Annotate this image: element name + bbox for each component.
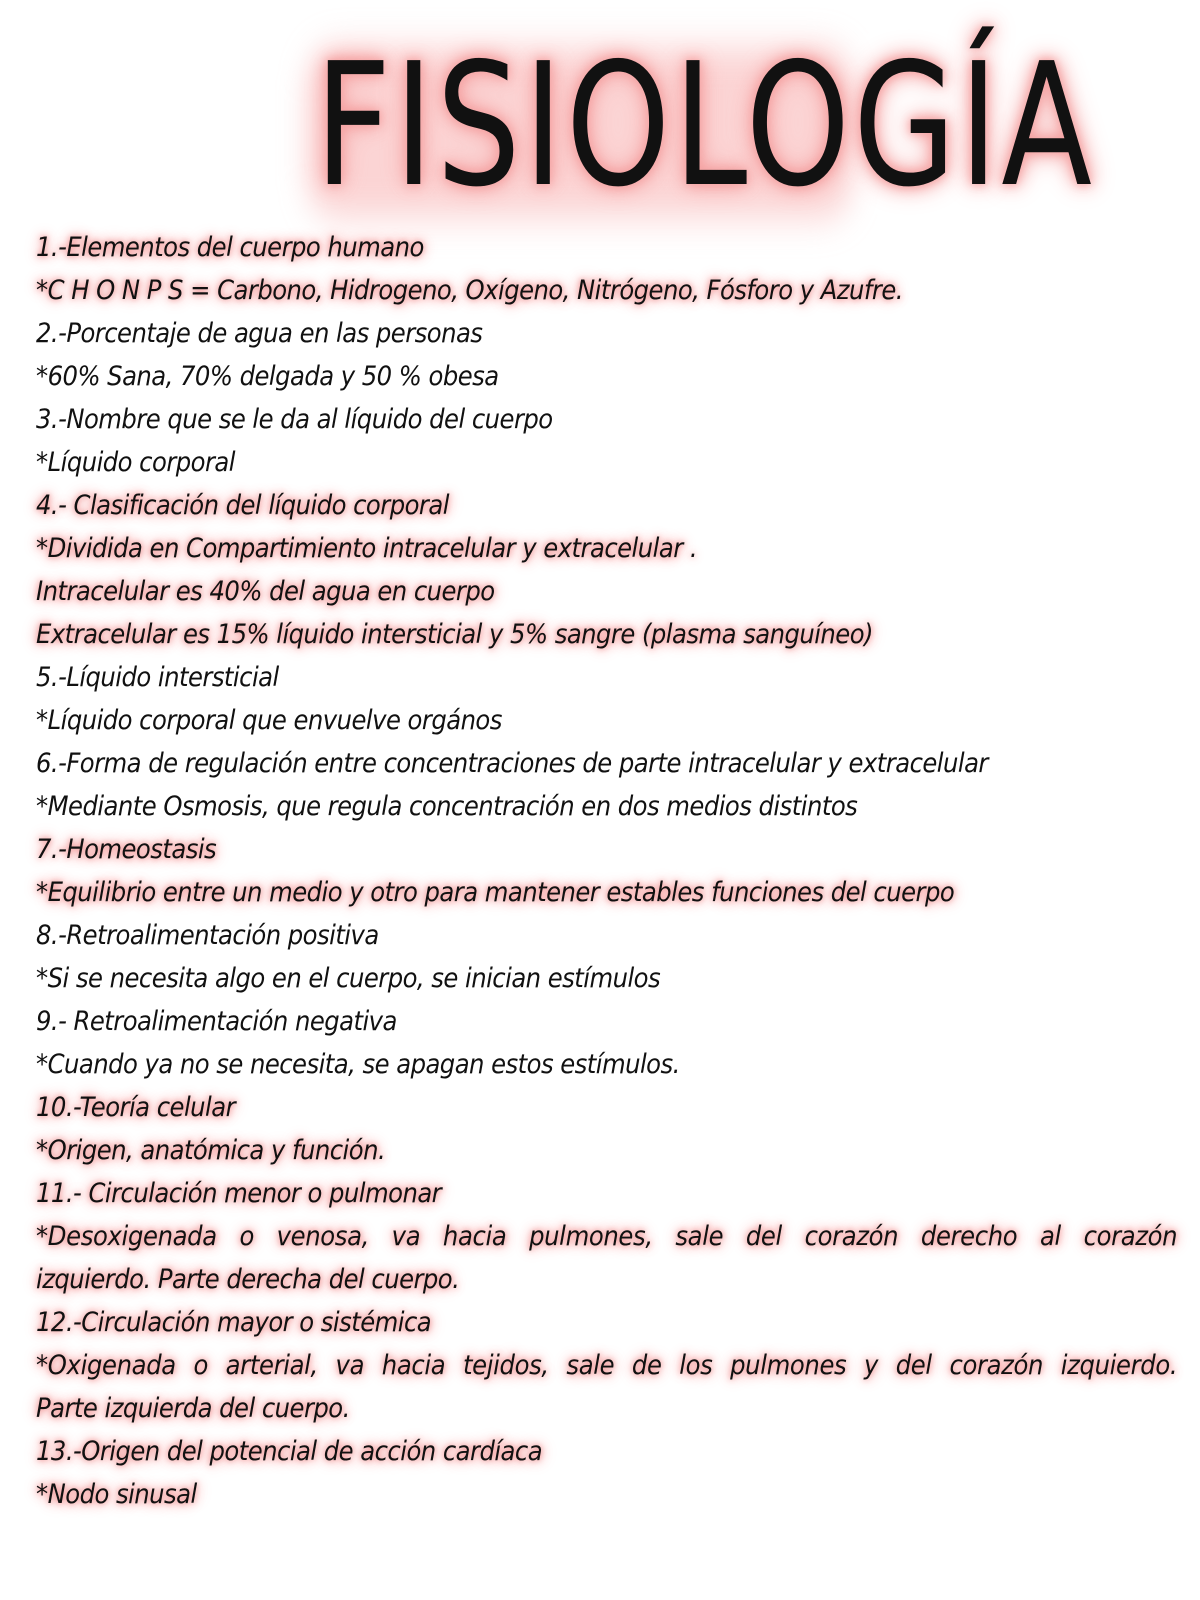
text-line: 3.-Nombre que se le da al líquido del cuerpo [36,404,553,435]
text-line: 5.-Líquido intersticial [36,662,279,693]
text-line: *Líquido corporal que envuelve orgános [36,705,502,736]
text-line: *Dividida en Compartimiento intracelular y extracelular . [36,533,698,564]
text-line: Intracelular es 40% del agua en cuerpo [36,576,495,607]
text-line: 9.- Retroalimentación negativa [36,1006,397,1037]
notes-body [36,226,1178,1516]
text-line: 13.-Origen del potencial de acción cardíaca [36,1436,543,1467]
text-line: 8.-Retroalimentación positiva [36,920,379,951]
text-line: *Equilibrio entre un medio y otro para mantener estables funciones del cuerpo [36,877,955,908]
text-line: *Desoxigenada o venosa, va hacia pulmones, sale del corazón derecho al corazón [36,1221,1178,1252]
text-line: *60% Sana, 70% delgada y 50 % obesa [36,361,499,392]
text-line: 11.- Circulación menor o pulmonar [36,1178,442,1209]
text-line: *Si se necesita algo en el cuerpo, se inician estímulos [36,963,661,994]
title-area [0,0,1200,240]
text-line: *Mediante Osmosis, que regula concentración en dos medios distintos [36,791,858,822]
page-title: FISIOLOGÍA [314,27,1096,225]
text-line: Parte izquierda del cuerpo. [36,1393,350,1424]
text-line: *Cuando ya no se necesita, se apagan estos estímulos. [36,1049,680,1080]
text-line: *Oxigenada o arterial, va hacia tejidos, sale de los pulmones y del corazón izquierdo. [36,1350,1178,1381]
text-line: izquierdo. Parte derecha del cuerpo. [36,1264,460,1295]
text-line: *Nodo sinusal [36,1479,197,1510]
text-line: 12.-Circulación mayor o sistémica [36,1307,432,1338]
text-line: 1.-Elementos del cuerpo humano [36,232,424,263]
text-line: *Líquido corporal [36,447,235,478]
text-line: 10.-Teoría celular [36,1092,236,1123]
text-line: *C H O N P S = Carbono, Hidrogeno, Oxígeno, Nitrógeno, Fósforo y Azufre. [36,275,903,306]
text-line: Extracelular es 15% líquido intersticial y 5% sangre (plasma sanguíneo) [36,619,873,650]
text-line: 4.- Clasificación del líquido corporal [36,490,449,521]
text-line: *Origen, anatómica y función. [36,1135,386,1166]
text-line: 6.-Forma de regulación entre concentraciones de parte intracelular y extracelular [36,748,988,779]
text-line: 7.-Homeostasis [36,834,217,865]
text-line: 2.-Porcentaje de agua en las personas [36,318,483,349]
